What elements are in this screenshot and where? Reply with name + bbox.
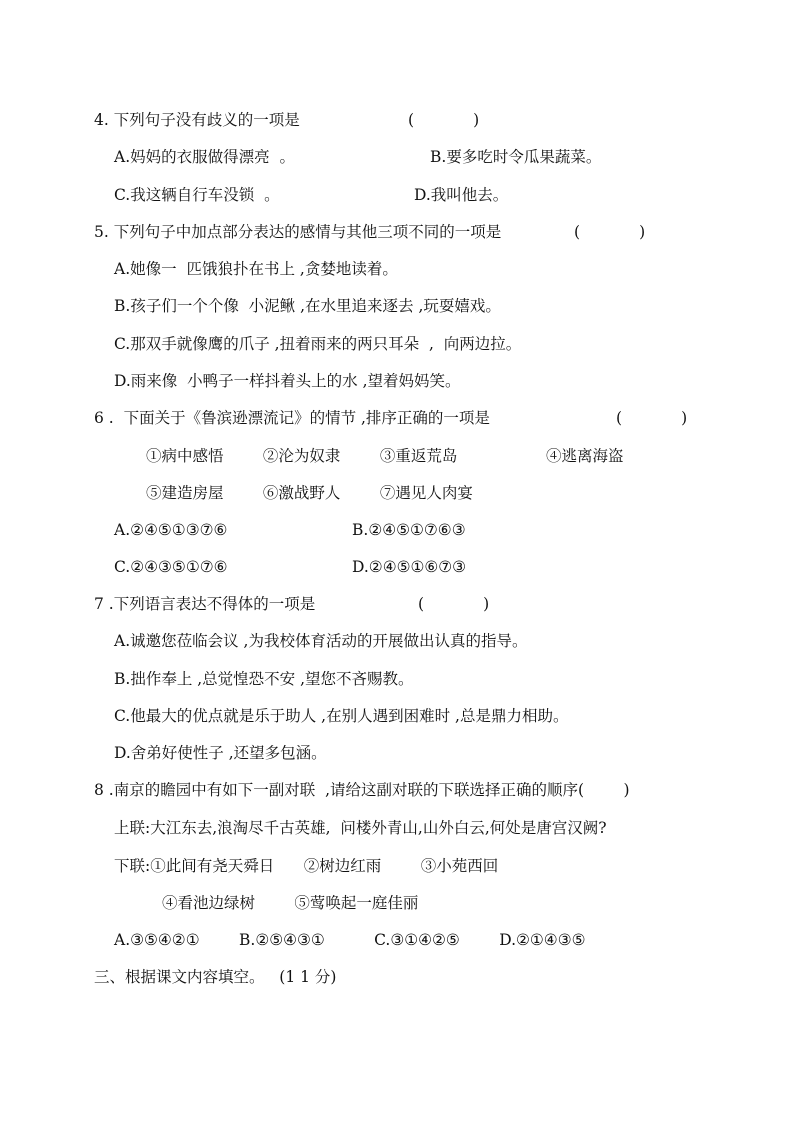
q7-stem: 7 .下列语言表达不得体的一项是 (94, 595, 316, 613)
q5-option-c: C.那双手就像鹰的爪子 ,扭着雨来的两只耳朵 , 向两边拉。 (114, 335, 522, 353)
q8-options: A.③⑤④②① B.②⑤④③① C.③①④②⑤ D.②①④③⑤ (114, 931, 586, 949)
q4-option-c: C.我这辆自行车没锁 。 (114, 186, 280, 204)
q4-option-d: D.我叫他去。 (414, 186, 509, 204)
q8-lower-couplet-continued: ④看池边绿树 ⑤莺唤起一庭佳丽 (162, 894, 419, 912)
q7-option-d: D.舍弟好使性子 ,还望多包涵。 (114, 744, 327, 762)
q6-answer-blank: ( ) (616, 409, 688, 427)
q7-option-b: B.拙作奉上 ,总觉惶恐不安 ,望您不吝赐教。 (114, 670, 414, 688)
q7-option-a: A.诚邀您莅临会议 ,为我校体育活动的开展做出认真的指导。 (114, 632, 528, 650)
q6-option-b: B.②④⑤①⑦⑥③ (352, 521, 466, 539)
section-3-heading: 三、根据课文内容填空。 (1 1 分) (94, 968, 337, 986)
q5-option-b: B.孩子们一个个像 小泥鳅 ,在水里追来逐去 ,玩耍嬉戏。 (114, 297, 501, 315)
q6-events-row-2: ⑤建造房屋 ⑥激战野人 ⑦遇见人肉宴 (146, 484, 473, 502)
q4-answer-blank: ( ) (408, 111, 480, 129)
q8-lower-couplet: 下联:①此间有尧天舜日 ②树边红雨 ③小苑西回 (114, 857, 499, 875)
q7-answer-blank: ( ) (418, 595, 490, 613)
q6-events-row-1: ①病中感悟 ②沦为奴隶 ③重返荒岛 ④逃离海盗 (146, 447, 624, 465)
q5-answer-blank: ( ) (574, 223, 646, 241)
q4-stem: 4. 下列句子没有歧义的一项是 (94, 111, 300, 129)
q7-option-c: C.他最大的优点就是乐于助人 ,在别人遇到困难时 ,总是鼎力相助。 (114, 707, 569, 725)
q4-option-a: A.妈妈的衣服做得漂亮 。 (114, 148, 295, 166)
q8-stem: 8 .南京的瞻园中有如下一副对联 ,请给这副对联的下联选择正确的顺序( ) (94, 781, 630, 799)
q6-stem: 6 . 下面关于《鲁滨逊漂流记》的情节 ,排序正确的一项是 (94, 409, 490, 427)
q4-option-b: B.要多吃时令瓜果蔬菜。 (430, 148, 602, 166)
q5-option-a: A.她像一 匹饿狼扑在书上 ,贪婪地读着。 (114, 260, 398, 278)
q6-option-a: A.②④⑤①③⑦⑥ (114, 521, 228, 539)
q6-option-d: D.②④⑤①⑥⑦③ (352, 558, 467, 576)
q5-stem: 5. 下列句子中加点部分表达的感情与其他三项不同的一项是 (94, 223, 502, 241)
q5-option-d: D.雨来像 小鸭子一样抖着头上的水 ,望着妈妈笑。 (114, 372, 461, 390)
q6-option-c: C.②④③⑤①⑦⑥ (114, 558, 228, 576)
q8-upper-couplet: 上联:大江东去,浪淘尽千古英雄, 问楼外青山,山外白云,何处是唐宫汉阙? (114, 819, 607, 837)
